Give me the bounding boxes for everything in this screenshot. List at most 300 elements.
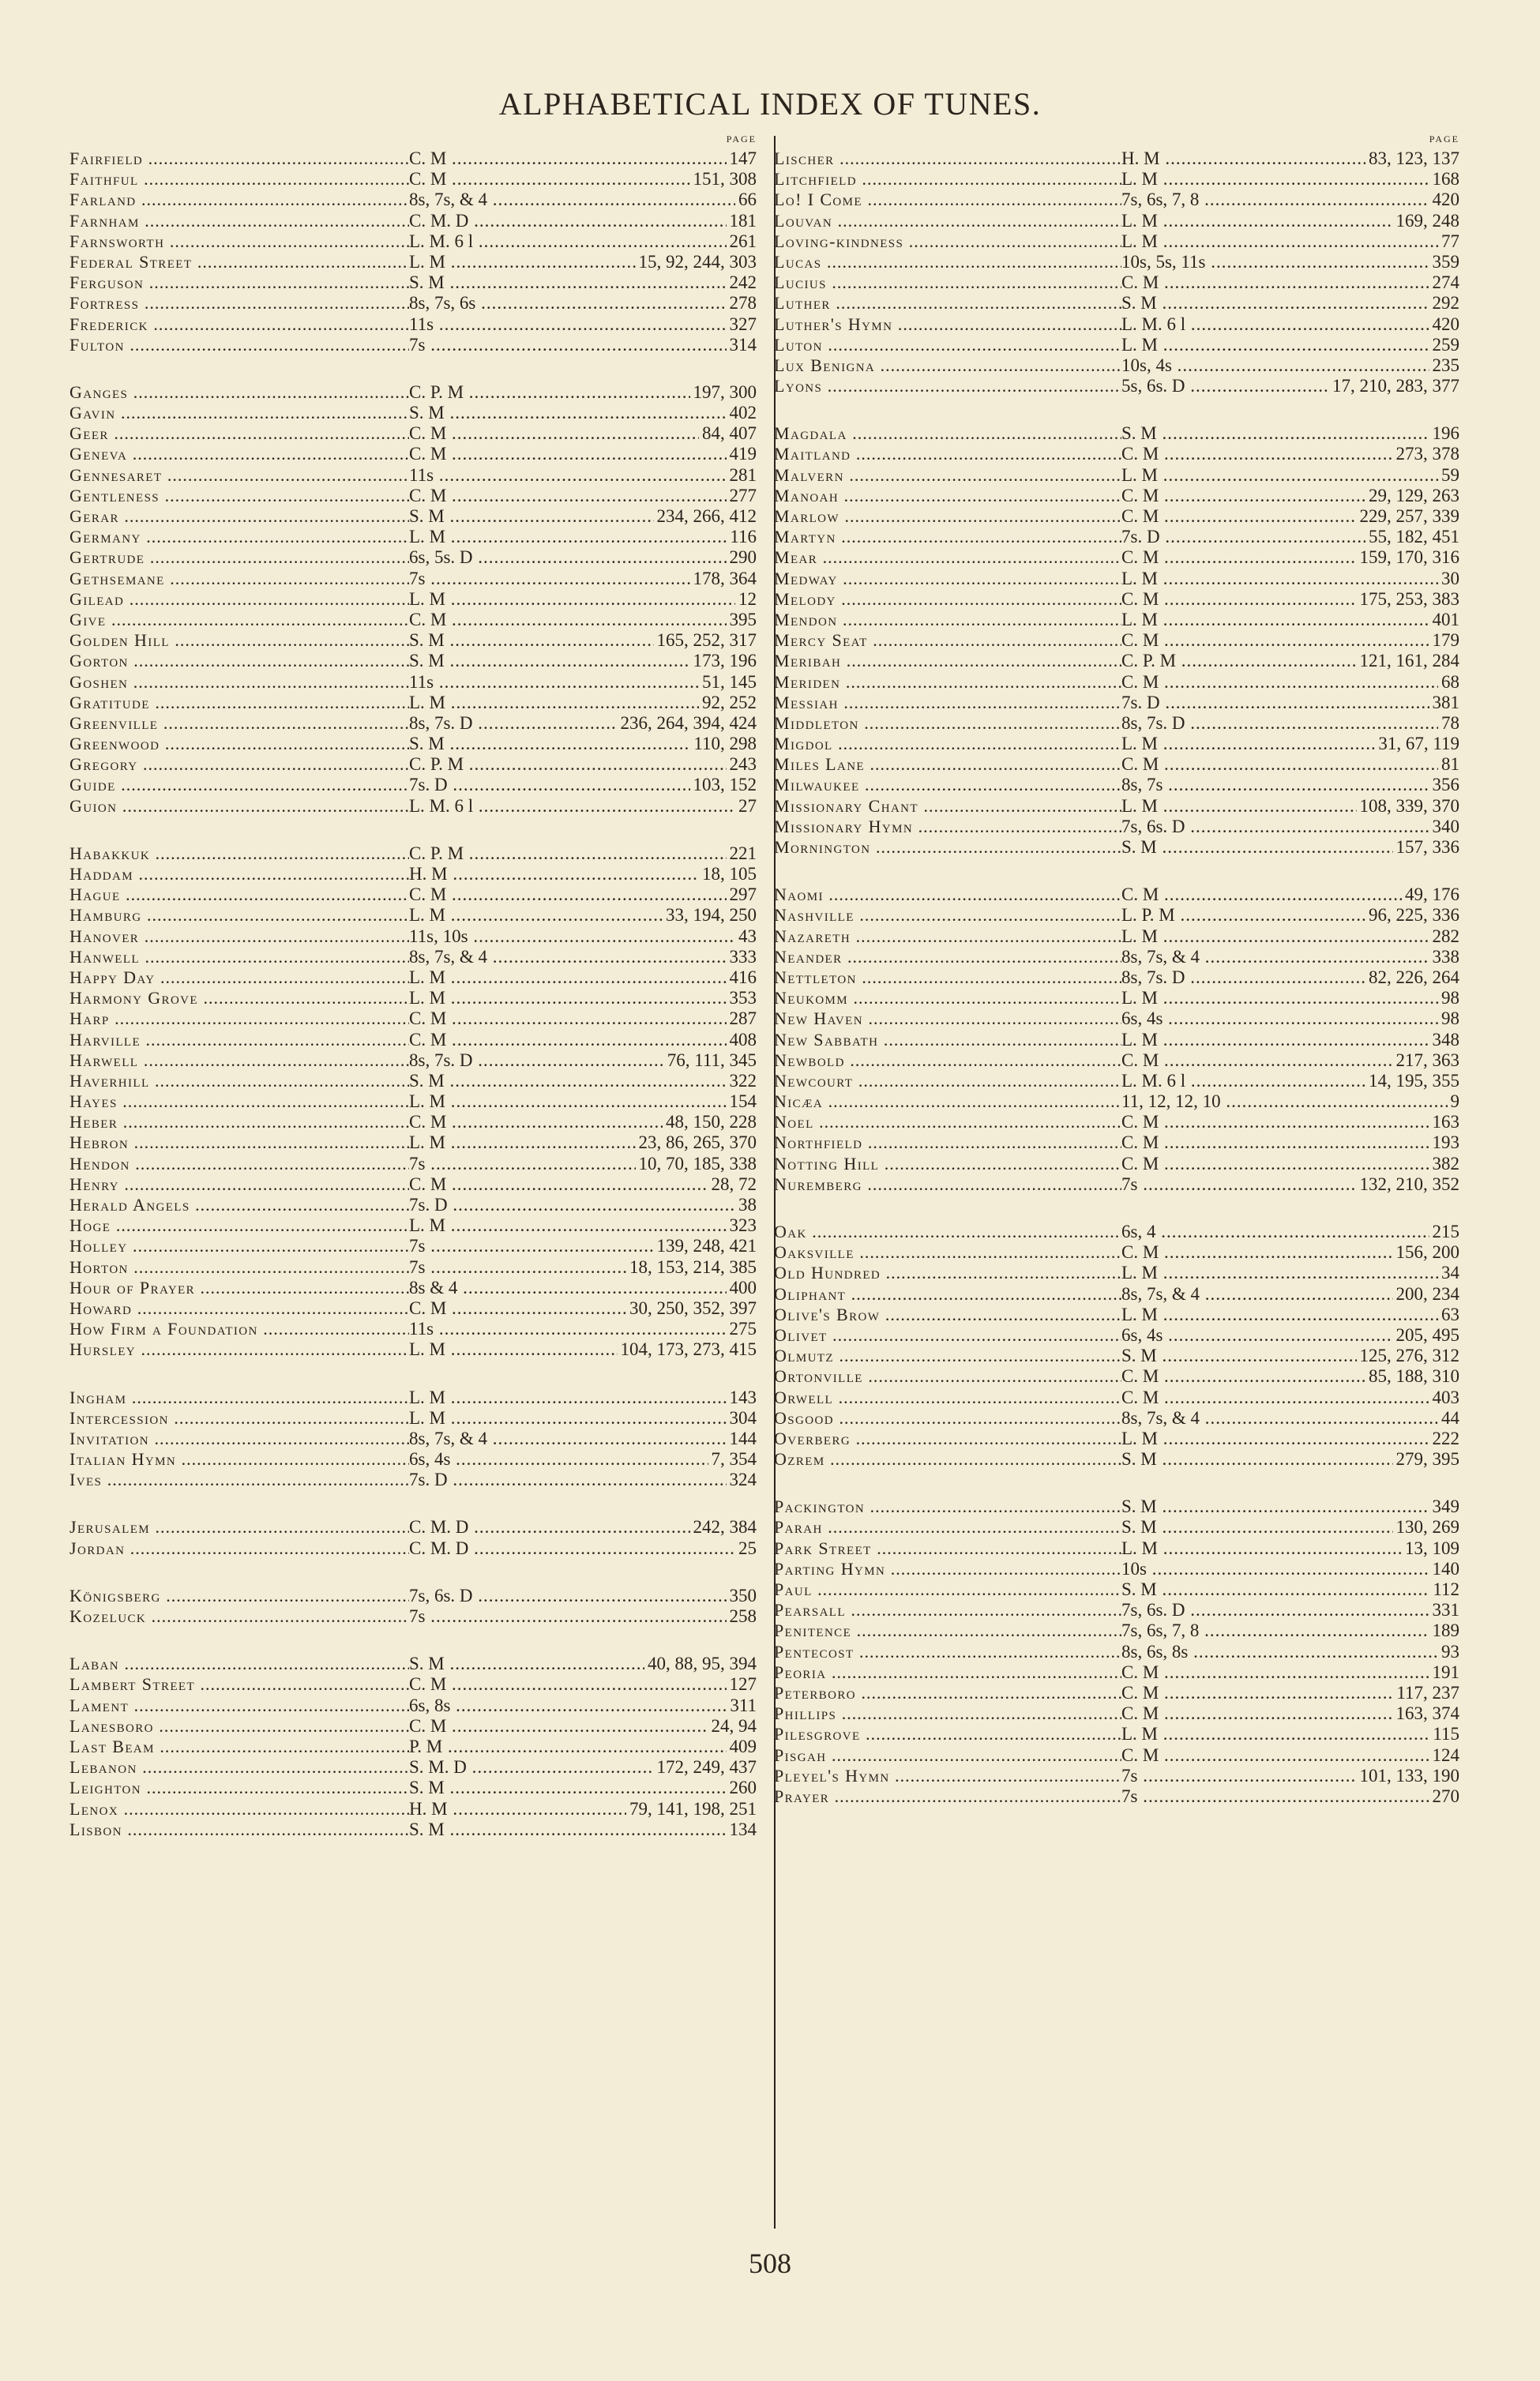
tune-meter: C. P. M .....: [409, 382, 690, 403]
tune-meter: 7s, 6s, 7, 8 .....: [1121, 190, 1429, 210]
tune-meter: 6s, 8s .....: [409, 1696, 727, 1716]
tune-name: Hursley .....: [69, 1339, 409, 1360]
tune-meter: S. M .....: [409, 403, 727, 423]
right-index-list: [774, 148, 1459, 1807]
tune-pages: 403: [1429, 1388, 1460, 1408]
tune-meter: S. M .....: [409, 630, 654, 651]
tune-name: Nuremberg .....: [774, 1174, 1121, 1195]
index-entry: [774, 231, 1459, 252]
tune-name: Nettleton .....: [774, 967, 1121, 988]
tune-name: Fortress .....: [69, 293, 409, 314]
tune-name: Gentleness .....: [69, 486, 409, 506]
index-entry: [69, 1257, 757, 1278]
tune-name: Germany .....: [69, 527, 409, 547]
tune-name: Penitence .....: [774, 1621, 1121, 1641]
index-entry: [69, 314, 757, 335]
tune-pages: 338: [1429, 947, 1460, 967]
tune-pages: 79, 141, 198, 251: [626, 1799, 757, 1820]
index-entry: [774, 754, 1459, 775]
index-entry: [69, 1538, 757, 1559]
tune-meter: 7s .....: [1121, 1174, 1357, 1195]
tune-name: Peterboro .....: [774, 1683, 1121, 1703]
tune-name: Harwell .....: [69, 1050, 409, 1071]
tune-pages: 163: [1429, 1112, 1460, 1132]
tune-pages: 175, 253, 383: [1357, 589, 1460, 610]
tune-name: Guide .....: [69, 775, 409, 795]
tune-meter: 7s. D .....: [409, 1195, 735, 1215]
tune-name: New Haven .....: [774, 1008, 1121, 1029]
tune-name: New Sabbath .....: [774, 1030, 1121, 1050]
tune-pages: 121, 161, 284: [1357, 651, 1460, 671]
index-entry: [69, 1030, 757, 1050]
tune-meter: L. M .....: [409, 1215, 727, 1236]
index-entry: [774, 465, 1459, 486]
tune-pages: 279, 395: [1393, 1449, 1460, 1470]
tune-pages: 98: [1438, 988, 1459, 1008]
tune-pages: 191: [1429, 1662, 1460, 1683]
index-entry: [774, 293, 1459, 314]
tune-meter: C. M .....: [409, 148, 727, 169]
tune-meter: L. M. 6 l .....: [409, 231, 727, 252]
tune-pages: 401: [1429, 610, 1460, 630]
tune-name: Ozrem .....: [774, 1449, 1121, 1470]
tune-pages: 402: [727, 403, 757, 423]
index-entry: [774, 1662, 1459, 1683]
index-entry: [69, 1429, 757, 1449]
tune-name: Hamburg .....: [69, 905, 409, 926]
index-entry: [774, 926, 1459, 947]
index-entry: [774, 148, 1459, 169]
tune-name: Nicæa .....: [774, 1091, 1121, 1112]
tune-meter: L. M .....: [1121, 1724, 1429, 1744]
index-entry: [69, 1449, 757, 1470]
tune-pages: 274: [1429, 272, 1460, 293]
tune-meter: 7s .....: [1121, 1766, 1357, 1786]
tune-name: Missionary Chant .....: [774, 796, 1121, 817]
tune-pages: 78: [1438, 713, 1459, 734]
index-entry: [69, 1696, 757, 1716]
tune-pages: 68: [1438, 672, 1459, 693]
tune-pages: 23, 86, 265, 370: [636, 1132, 757, 1153]
tune-pages: 14, 195, 355: [1365, 1071, 1459, 1091]
tune-meter: L. M .....: [409, 1408, 727, 1429]
index-entry: [774, 314, 1459, 335]
tune-meter: 6s, 4s .....: [409, 1449, 708, 1470]
tune-pages: 322: [727, 1071, 757, 1091]
index-entry: [774, 1517, 1459, 1538]
index-entry: [69, 1586, 757, 1606]
tune-pages: 356: [1429, 775, 1460, 795]
tune-name: Malvern .....: [774, 465, 1121, 486]
tune-pages: 112: [1429, 1579, 1459, 1600]
tune-meter: 7s. D .....: [1121, 527, 1365, 547]
index-entry: [69, 506, 757, 527]
tune-pages: 260: [727, 1778, 757, 1798]
tune-pages: 92, 252: [699, 693, 757, 713]
tune-name: Paul .....: [774, 1579, 1121, 1600]
tune-pages: 172, 249, 437: [654, 1757, 757, 1778]
tune-pages: 55, 182, 451: [1365, 527, 1459, 547]
tune-meter: 8s, 7s. D .....: [1121, 713, 1438, 734]
index-entry: [69, 293, 757, 314]
letter-group-l: [774, 148, 1459, 396]
tune-meter: L. M. 6 l .....: [1121, 314, 1429, 335]
tune-name: Horton .....: [69, 1257, 409, 1278]
tune-pages: 349: [1429, 1497, 1460, 1517]
tune-name: Gilead .....: [69, 589, 409, 610]
tune-name: Fairfield .....: [69, 148, 409, 169]
tune-meter: C. M .....: [1121, 1703, 1393, 1724]
tune-name: Lyons .....: [774, 376, 1121, 396]
letter-group-m: [774, 423, 1459, 858]
tune-meter: C. M .....: [1121, 1132, 1429, 1153]
tune-pages: 18, 105: [699, 864, 757, 884]
index-entry: [774, 355, 1459, 376]
index-entry: [69, 905, 757, 926]
tune-meter: 11s .....: [409, 465, 727, 486]
tune-name: Overberg .....: [774, 1429, 1121, 1449]
tune-pages: 229, 257, 339: [1357, 506, 1460, 527]
index-entry: [69, 1071, 757, 1091]
tune-meter: S. M. D .....: [409, 1757, 654, 1778]
tune-meter: 11s, 10s .....: [409, 926, 735, 947]
tune-meter: S. M .....: [1121, 1517, 1393, 1538]
tune-pages: 140: [1429, 1559, 1460, 1579]
tune-name: Orwell .....: [774, 1388, 1121, 1408]
tune-name: Hague .....: [69, 884, 409, 905]
tune-name: Neander .....: [774, 947, 1121, 967]
letter-group-h: [69, 843, 757, 1361]
tune-meter: 8s, 7s .....: [1121, 775, 1429, 795]
index-entry: [774, 1050, 1459, 1071]
index-entry: [69, 610, 757, 630]
index-entry: [774, 1766, 1459, 1786]
index-entry: [69, 1820, 757, 1840]
tune-name: Gratitude .....: [69, 693, 409, 713]
tune-pages: 125, 276, 312: [1357, 1346, 1460, 1366]
tune-meter: 5s, 6s. D .....: [1121, 376, 1329, 396]
index-entry: [69, 651, 757, 671]
tune-name: Jordan .....: [69, 1538, 409, 1559]
tune-meter: 8s & 4 .....: [409, 1278, 727, 1298]
tune-name: Hour of Prayer .....: [69, 1278, 409, 1298]
index-entry: [774, 506, 1459, 527]
index-entry: [774, 1305, 1459, 1325]
tune-name: Oak .....: [774, 1222, 1121, 1242]
tune-pages: 215: [1429, 1222, 1460, 1242]
tune-pages: 235: [1429, 355, 1460, 376]
tune-meter: C. M .....: [1121, 1745, 1429, 1766]
tune-meter: 8s, 6s, 8s .....: [1121, 1642, 1438, 1662]
tune-name: Pentecost .....: [774, 1642, 1121, 1662]
tune-meter: L. M .....: [1121, 465, 1438, 486]
tune-meter: C. M .....: [409, 1112, 663, 1132]
tune-meter: S. M .....: [409, 1071, 727, 1091]
tune-pages: 30: [1438, 569, 1459, 589]
tune-pages: 30, 250, 352, 397: [626, 1298, 757, 1319]
tune-name: Lucius .....: [774, 272, 1121, 293]
tune-pages: 49, 176: [1402, 884, 1459, 905]
tune-meter: L. M .....: [1121, 1429, 1429, 1449]
tune-pages: 139, 248, 421: [654, 1236, 757, 1256]
page-number: 508: [749, 2248, 791, 2279]
tune-name: Hendon .....: [69, 1154, 409, 1174]
tune-name: Phillips .....: [774, 1703, 1121, 1724]
index-entry: [774, 884, 1459, 905]
tune-meter: L. M .....: [1121, 1263, 1438, 1283]
tune-name: Hebron .....: [69, 1132, 409, 1153]
tune-meter: C. M .....: [1121, 1683, 1393, 1703]
tune-name: Intercession .....: [69, 1408, 409, 1429]
index-entry: [774, 1030, 1459, 1050]
tune-pages: 83, 123, 137: [1365, 148, 1459, 169]
index-entry: [774, 547, 1459, 568]
tune-pages: 132, 210, 352: [1357, 1174, 1460, 1195]
tune-name: Golden Hill .....: [69, 630, 409, 651]
tune-name: Lambert Street .....: [69, 1674, 409, 1695]
tune-name: Peoria .....: [774, 1662, 1121, 1683]
tune-meter: L. M .....: [1121, 1305, 1438, 1325]
page-title: ALPHABETICAL INDEX OF TUNES.: [498, 86, 1042, 122]
index-entry: [69, 1716, 757, 1737]
tune-pages: 103, 152: [690, 775, 757, 795]
tune-pages: 96, 225, 336: [1365, 905, 1459, 926]
tune-name: Königsberg .....: [69, 1586, 409, 1606]
letter-group-k: [69, 1586, 757, 1627]
tune-pages: 154: [727, 1091, 757, 1112]
index-entry: [69, 272, 757, 293]
tune-pages: 104, 173, 273, 415: [618, 1339, 757, 1360]
tune-name: Loving-kindness .....: [774, 231, 1121, 252]
tune-pages: 110, 298: [690, 734, 757, 754]
tune-meter: S. M .....: [409, 1820, 727, 1840]
tune-pages: 38: [735, 1195, 757, 1215]
index-entry: [69, 465, 757, 486]
tune-pages: 159, 170, 316: [1357, 547, 1460, 568]
tune-name: Gethsemane .....: [69, 569, 409, 589]
tune-name: Lament .....: [69, 1696, 409, 1716]
tune-pages: 258: [727, 1606, 757, 1627]
tune-pages: 420: [1429, 314, 1460, 335]
index-entry: [774, 837, 1459, 858]
tune-name: Miles Lane .....: [774, 754, 1121, 775]
tune-meter: C. M .....: [1121, 506, 1357, 527]
tune-meter: S. M .....: [1121, 1497, 1429, 1517]
index-entry: [774, 651, 1459, 671]
tune-meter: C. M .....: [409, 169, 690, 190]
tune-meter: S. M .....: [409, 506, 654, 527]
tune-meter: L. M .....: [409, 1339, 618, 1360]
tune-meter: 7s. D .....: [409, 775, 690, 795]
tune-name: Frederick .....: [69, 314, 409, 335]
tune-name: Farnsworth .....: [69, 231, 409, 252]
letter-group-f: [69, 148, 757, 355]
tune-meter: C. M .....: [409, 486, 727, 506]
index-entry: [69, 444, 757, 464]
tune-name: Harmony Grove .....: [69, 988, 409, 1008]
tune-pages: 290: [727, 547, 757, 568]
tune-pages: 292: [1429, 293, 1460, 314]
index-entry: [774, 672, 1459, 693]
index-entry: [69, 1091, 757, 1112]
tune-meter: C. M .....: [1121, 630, 1429, 651]
tune-name: Lux Benigna .....: [774, 355, 1121, 376]
tune-pages: 115: [1429, 1724, 1459, 1744]
tune-pages: 273, 378: [1393, 444, 1460, 464]
index-entry: [69, 1132, 757, 1153]
tune-pages: 314: [727, 335, 757, 355]
index-entry: [774, 905, 1459, 926]
tune-meter: S. M .....: [1121, 837, 1393, 858]
tune-meter: 8s, 7s. D .....: [409, 1050, 664, 1071]
tune-pages: 43: [735, 926, 757, 947]
index-entry: [774, 1621, 1459, 1641]
index-entry: [69, 403, 757, 423]
tune-meter: 7s, 6s, 7, 8 .....: [1121, 1621, 1429, 1641]
index-entry: [69, 1112, 757, 1132]
index-entry: [69, 1215, 757, 1236]
index-entry: [69, 1278, 757, 1298]
index-entry: [774, 1449, 1459, 1470]
tune-name: Messiah .....: [774, 693, 1121, 713]
tune-meter: P. M .....: [409, 1737, 727, 1757]
tune-name: Gregory .....: [69, 754, 409, 775]
tune-meter: C. M .....: [1121, 1242, 1393, 1263]
index-entry: [774, 1242, 1459, 1263]
tune-name: Herald Angels .....: [69, 1195, 409, 1215]
tune-name: Middleton .....: [774, 713, 1121, 734]
index-entry: [774, 589, 1459, 610]
index-entry: [774, 1642, 1459, 1662]
tune-name: Lanesboro .....: [69, 1716, 409, 1737]
index-entry: [774, 1724, 1459, 1744]
tune-name: Pisgah .....: [774, 1745, 1121, 1766]
tune-meter: C. M .....: [1121, 754, 1438, 775]
tune-pages: 270: [1429, 1786, 1460, 1807]
index-entry: [774, 1408, 1459, 1429]
letter-group-i: [69, 1388, 757, 1491]
tune-name: Newcourt .....: [774, 1071, 1121, 1091]
tune-meter: C. M .....: [1121, 486, 1365, 506]
letter-group-g: [69, 382, 757, 817]
tune-pages: 63: [1438, 1305, 1459, 1325]
tune-meter: L. M .....: [1121, 796, 1357, 817]
tune-pages: 18, 153, 214, 385: [626, 1257, 757, 1278]
tune-meter: L. M .....: [1121, 335, 1429, 355]
letter-group-l: [69, 1654, 757, 1840]
tune-meter: L. M .....: [409, 589, 735, 610]
tune-pages: 9: [1448, 1091, 1460, 1112]
index-entry: [69, 1470, 757, 1490]
tune-meter: 7s. D .....: [1121, 693, 1429, 713]
tune-pages: 282: [1429, 926, 1460, 947]
tune-name: Milwaukee .....: [774, 775, 1121, 795]
index-entry: [774, 444, 1459, 464]
index-entry: [69, 169, 757, 190]
letter-group-o: [774, 1222, 1459, 1470]
tune-meter: C. M .....: [409, 1298, 626, 1319]
tune-meter: S. M .....: [409, 1778, 727, 1798]
tune-name: Mercy Seat .....: [774, 630, 1121, 651]
tune-pages: 51, 145: [699, 672, 757, 693]
index-entry: [69, 672, 757, 693]
tune-name: Haverhill .....: [69, 1071, 409, 1091]
tune-meter: C. M .....: [1121, 589, 1357, 610]
tune-name: Greenwood .....: [69, 734, 409, 754]
tune-pages: 221: [727, 843, 757, 864]
tune-meter: L. M .....: [409, 1091, 727, 1112]
tune-pages: 10, 70, 185, 338: [636, 1154, 757, 1174]
tune-pages: 143: [727, 1388, 757, 1408]
tune-pages: 77: [1438, 231, 1459, 252]
tune-meter: 7s .....: [409, 1257, 626, 1278]
tune-pages: 48, 150, 228: [663, 1112, 757, 1132]
tune-name: Maitland .....: [774, 444, 1121, 464]
tune-name: Oaksville .....: [774, 1242, 1121, 1263]
tune-meter: S. M .....: [409, 651, 690, 671]
index-entry: [774, 817, 1459, 837]
index-entry: [774, 1284, 1459, 1305]
index-entry: [774, 1786, 1459, 1807]
tune-meter: 7s .....: [409, 1236, 654, 1256]
tune-meter: C. M .....: [409, 1174, 708, 1195]
tune-meter: L. M .....: [409, 252, 636, 272]
tune-meter: 10s, 5s, 11s .....: [1121, 252, 1429, 272]
tune-pages: 205, 495: [1393, 1325, 1460, 1346]
tune-pages: 124: [1429, 1745, 1460, 1766]
tune-name: Invitation .....: [69, 1429, 409, 1449]
tune-pages: 40, 88, 95, 394: [644, 1654, 757, 1674]
index-entry: [774, 1579, 1459, 1600]
tune-name: Pleyel's Hymn .....: [774, 1766, 1121, 1786]
tune-pages: 189: [1429, 1621, 1460, 1641]
index-entry: [774, 967, 1459, 988]
tune-name: Ganges .....: [69, 382, 409, 403]
tune-meter: C. M .....: [409, 1008, 727, 1029]
tune-meter: 7s, 6s. D .....: [409, 1586, 727, 1606]
tune-pages: 382: [1429, 1154, 1460, 1174]
tune-pages: 419: [727, 444, 757, 464]
tune-meter: L. M .....: [409, 1132, 636, 1153]
tune-name: Federal Street .....: [69, 252, 409, 272]
index-entry: [69, 864, 757, 884]
index-entry: [69, 1195, 757, 1215]
index-entry: [69, 211, 757, 231]
tune-meter: 6s, 4s .....: [1121, 1008, 1438, 1029]
tune-pages: 193: [1429, 1132, 1460, 1153]
index-entry: [774, 569, 1459, 589]
tune-pages: 353: [727, 988, 757, 1008]
index-entry: [69, 693, 757, 713]
index-entry: [774, 1429, 1459, 1449]
index-entry: [69, 796, 757, 817]
tune-meter: L. M .....: [1121, 926, 1429, 947]
tune-name: Meribah .....: [774, 651, 1121, 671]
index-entry: [69, 1339, 757, 1360]
index-entry: [774, 335, 1459, 355]
tune-meter: L. M .....: [1121, 231, 1438, 252]
tune-name: Henry .....: [69, 1174, 409, 1195]
tune-name: Harp .....: [69, 1008, 409, 1029]
tune-pages: 34: [1438, 1263, 1459, 1283]
index-entry: [774, 1745, 1459, 1766]
index-entry: [69, 754, 757, 775]
index-entry: [69, 1174, 757, 1195]
tune-meter: L. M .....: [1121, 988, 1438, 1008]
tune-pages: 181: [727, 211, 757, 231]
tune-meter: 10s, 4s .....: [1121, 355, 1429, 376]
tune-name: Old Hundred .....: [774, 1263, 1121, 1283]
